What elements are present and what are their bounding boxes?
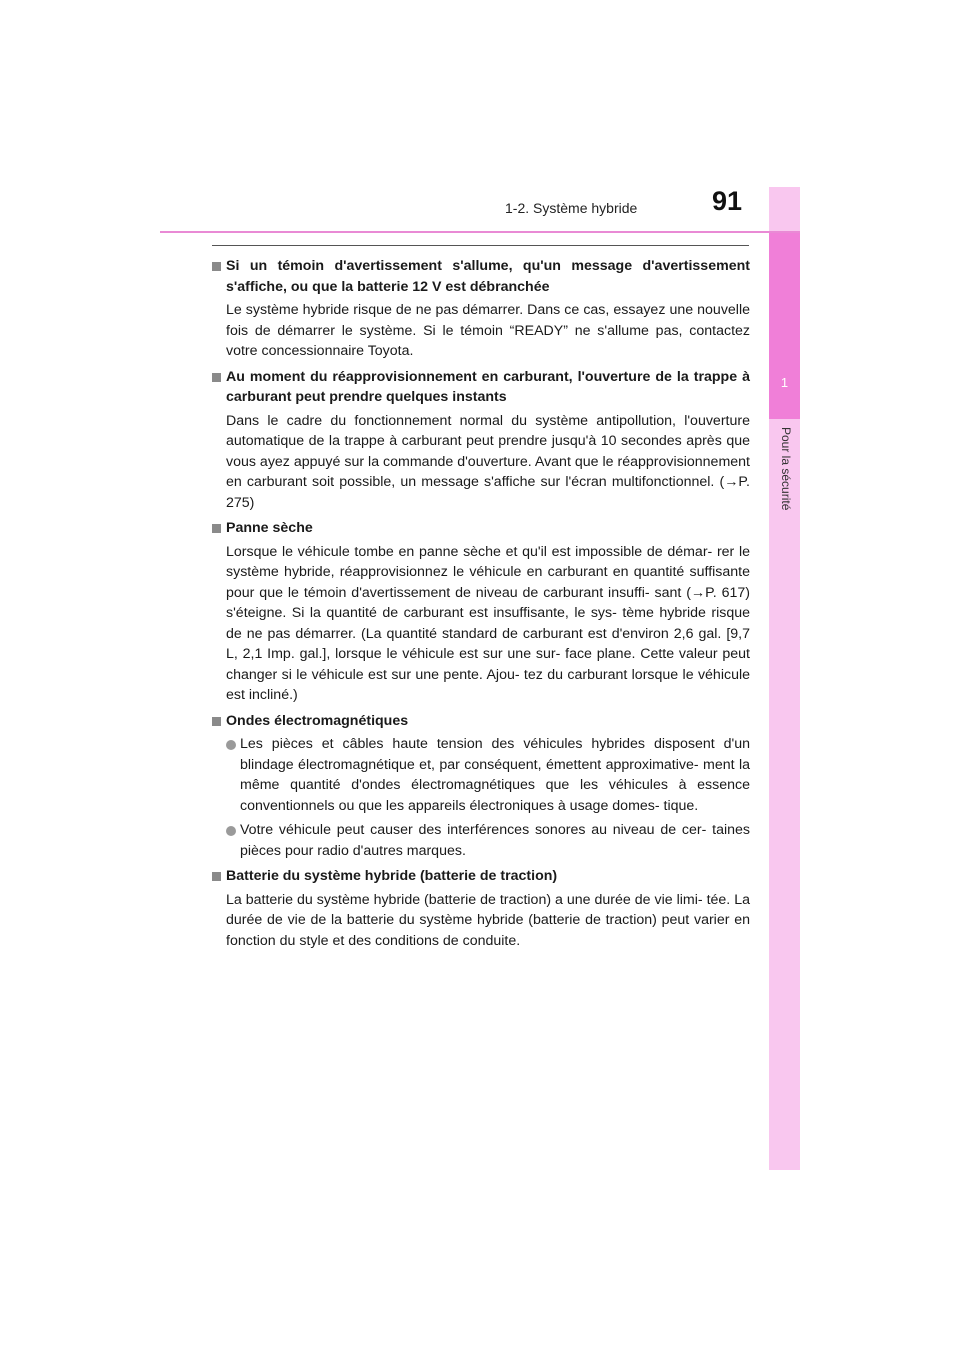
square-bullet-icon (212, 262, 221, 271)
list-item-text: Les pièces et câbles haute tension des véhicules hybrides disposent d'un blindage électromagnétique et, par conséquent, émettent approximative- ment la même quantité d'ondes électromagnétiques que les véhicules à essence conventionnels ou que les appareils électroniques à usage domes- tique. (240, 736, 750, 814)
section-heading-text: Panne sèche (226, 520, 313, 536)
header-section-title: 1-2. Système hybride (505, 200, 638, 216)
section-paragraph: Lorsque le véhicule tombe en panne sèche et qu'il est impossible de démar- rer le système hybride, réapprovisionnez le véhicule en carburant en quantité suffisante pour que le témoin d'avertissement de niveau de carburant insuffi- sant (→P. 617) s'éteigne. Si la quantité de carburant est insuffisante, le sys- tème hybride risque de ne pas démarrer. (La quantité standard de carburant est d'environ 2,6 gal. [9,7 L, 2,1 Imp. gal.], lorsque le véhicule est sur une sur- face plane. Cette valeur peut changer si le véhicule est sur une pente. Ajou- tez du carburant lorsque le véhicule est incliné.) (226, 543, 750, 703)
section-paragraph: La batterie du système hybride (batterie de traction) a une durée de vie limi- tée. La durée de vie de la batterie du système hybride (batterie de traction) peut varier en fonction du style et des conditions de conduite. (226, 891, 750, 949)
round-bullet-icon (226, 740, 236, 750)
section-paragraph: Le système hybride risque de ne pas démarrer. Dans ce cas, essayez une nouvelle fois de démarrer le système. Si le témoin “READY” ne s'allume pas, contactez votre concessionnaire Toyota. (226, 302, 750, 359)
section-heading-text: Batterie du système hybride (batterie de traction) (226, 868, 558, 884)
section-heading-text: Si un témoin d'avertissement s'allume, qu'un message d'avertissement s'affiche, ou que la batterie 12 V est débranchée (226, 258, 750, 295)
square-bullet-icon (212, 872, 221, 881)
square-bullet-icon (212, 717, 221, 726)
section-heading (212, 367, 750, 408)
section-heading (212, 256, 750, 297)
square-bullet-icon (212, 524, 221, 533)
bullet-list (212, 734, 750, 861)
round-bullet-icon (226, 826, 236, 836)
square-bullet-icon (212, 373, 221, 382)
list-item-text: Votre véhicule peut causer des interférences sonores au niveau de cer- taines pièces pour radio d'autres marques. (240, 822, 750, 859)
section-heading (212, 711, 750, 732)
section-electromagnetic-waves (212, 711, 750, 862)
list-item (226, 820, 750, 861)
section-traction-battery (212, 866, 750, 951)
section-out-of-fuel (212, 518, 750, 706)
section-heading (212, 518, 750, 539)
section-heading (212, 866, 750, 887)
section-warning-light (212, 256, 750, 362)
page-content (212, 256, 750, 956)
section-paragraph: Dans le cadre du fonctionnement normal du système antipollution, l'ouverture automatique de la trappe à carburant peut prendre jusqu'à 10 secondes après que vous ayez appuyé sur la commande d'ouverture. Avant que le réapprovisionnement en carburant soit possible, un message s'affiche sur l'écran multifonctionnel. (→P. 275) (226, 412, 750, 511)
chapter-label: Pour la sécurité (779, 427, 793, 511)
content-divider (212, 245, 749, 246)
side-chapter-tab-active (769, 232, 800, 419)
section-heading-text: Ondes électromagnétiques (226, 712, 409, 729)
header-divider (160, 231, 800, 233)
chapter-number: 1 (780, 375, 789, 390)
section-heading-text: Au moment du réapprovisionnement en carburant, l'ouverture de la trappe à carburant peut prendre quelques instants (226, 368, 750, 405)
page-number: 91 (712, 186, 743, 216)
section-fuel-door (212, 367, 750, 514)
list-item (226, 734, 750, 816)
